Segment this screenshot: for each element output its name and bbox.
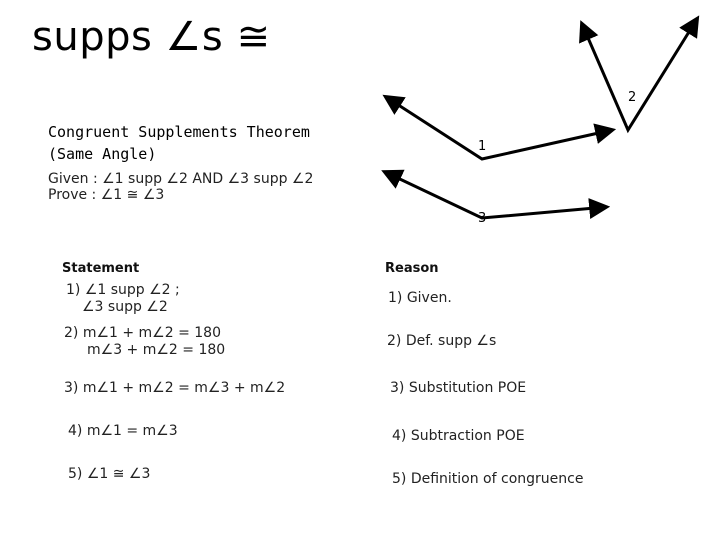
reason-4: 4) Subtraction POE [392, 428, 525, 444]
statement-4: 4) m∠1 = m∠3 [68, 423, 178, 439]
reason-2: 2) Def. supp ∠s [387, 333, 497, 349]
statement-1: 1) ∠1 supp ∠2 ; ∠3 supp ∠2 [66, 282, 180, 315]
given-line: Given : ∠1 supp ∠2 AND ∠3 supp ∠2 [48, 171, 314, 187]
reason-3: 3) Substitution POE [390, 380, 527, 396]
angle-3-label: 3 [478, 211, 487, 226]
statement-2: 2) m∠1 + m∠2 = 180 m∠3 + m∠2 = 180 [64, 325, 226, 358]
statement-header: Statement [62, 261, 140, 276]
prove-line: Prove : ∠1 ≅ ∠3 [48, 187, 165, 203]
angle-3-rays [385, 172, 606, 218]
angle-1-label: 1 [478, 139, 487, 154]
statement-5: 5) ∠1 ≅ ∠3 [68, 466, 151, 482]
page-title: supps ∠s ≅ [32, 14, 271, 60]
statement-3: 3) m∠1 + m∠2 = m∠3 + m∠2 [64, 380, 286, 396]
angle-2-label: 2 [628, 90, 637, 105]
reason-header: Reason [385, 261, 439, 276]
reason-5: 5) Definition of congruence [392, 471, 584, 487]
angle-2-rays [582, 19, 697, 130]
theorem-name: Congruent Supplements Theorem [48, 123, 310, 141]
reason-1: 1) Given. [388, 290, 452, 306]
angle-1-rays [386, 97, 612, 159]
theorem-subtitle: (Same Angle) [48, 145, 157, 163]
